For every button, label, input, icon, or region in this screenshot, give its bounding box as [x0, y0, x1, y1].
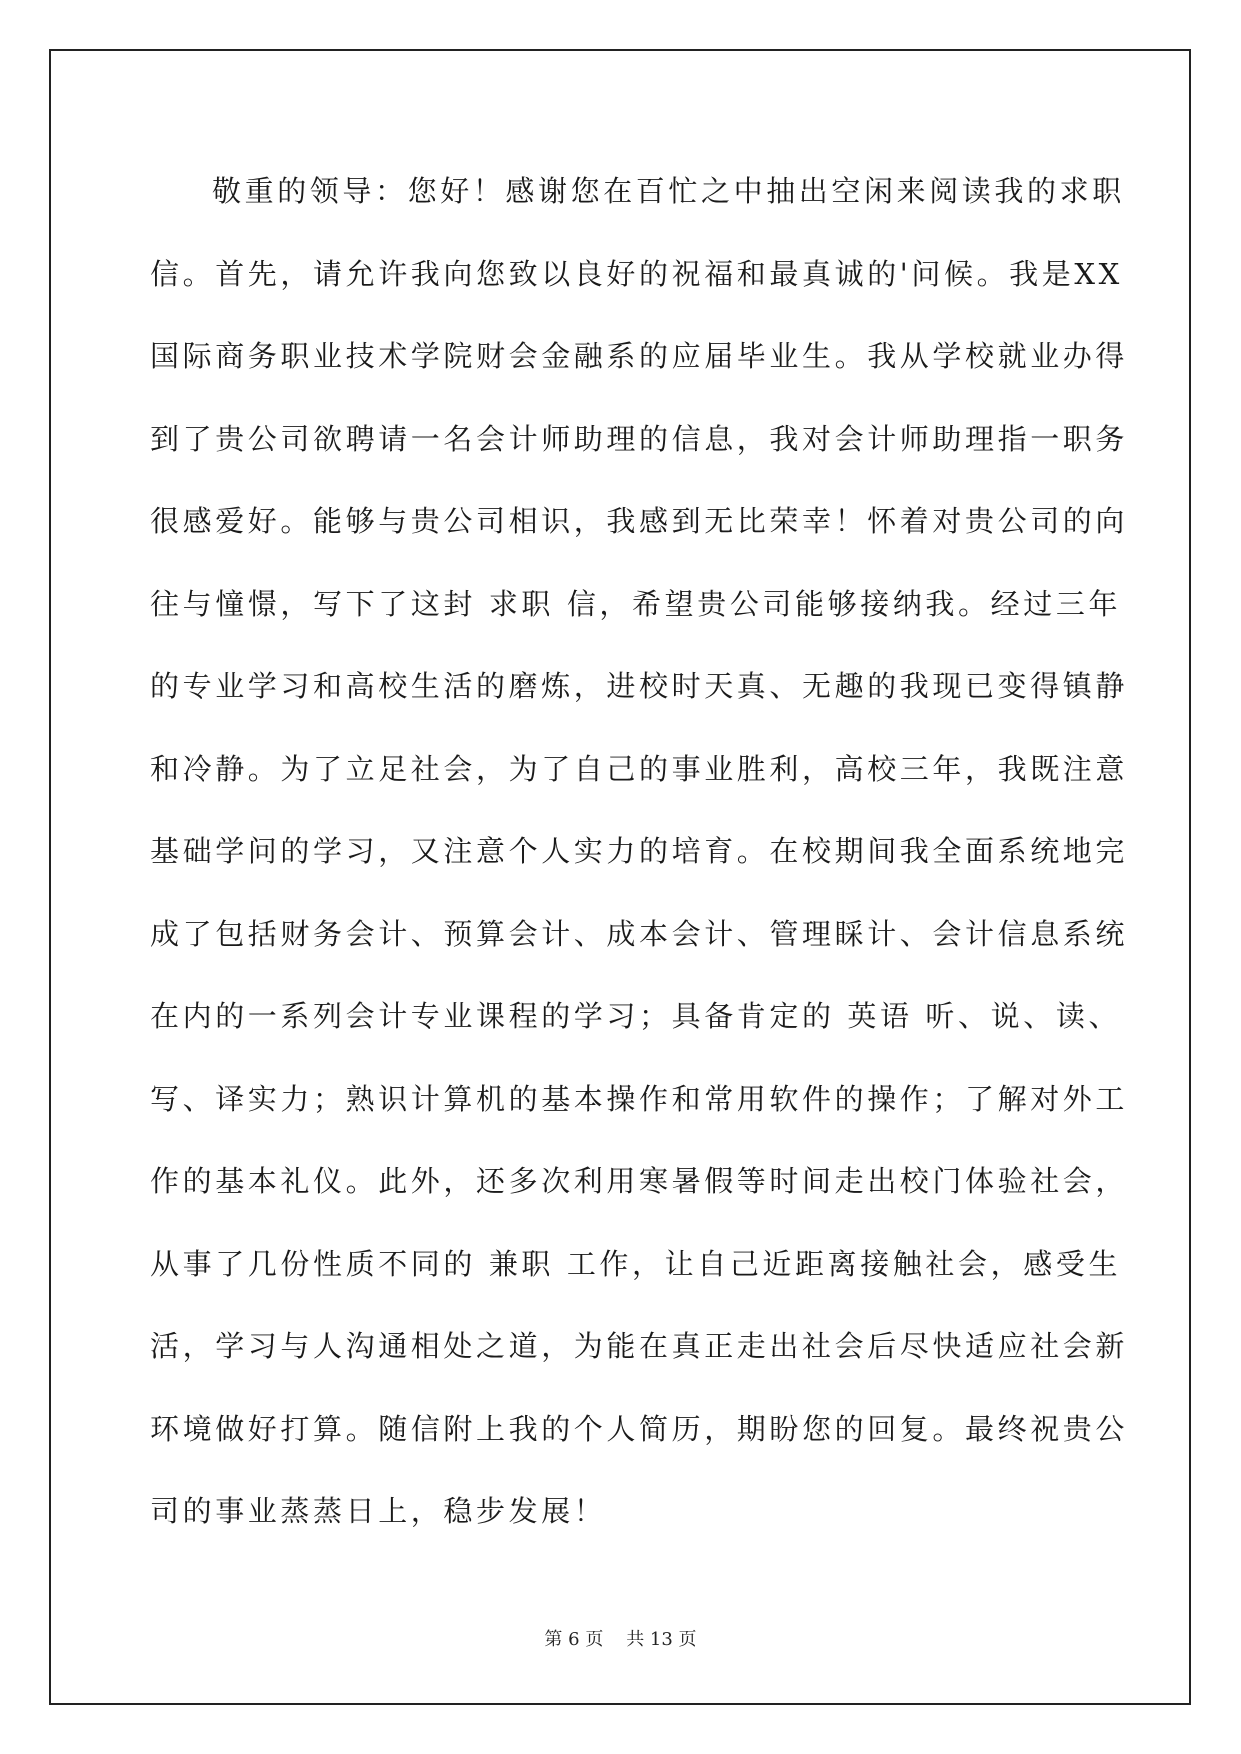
- text-line: 作的基本礼仪。此外，还多次利用寒暑假等时间走出校门体验社会，: [150, 1164, 1129, 1198]
- text-line: 到了贵公司欲聘请一名会计师助理的信息，我对会计师助理指一职务: [150, 421, 1129, 456]
- text-line: 基础学问的学习，又注意个人实力的培育。在校期间我全面系统地完: [150, 834, 1129, 868]
- text-line: 从事了几份性质不同的 兼职 工作，让自己近距离接触社会，感受生: [150, 1246, 1122, 1281]
- letter-body: [150, 160, 1129, 1563]
- text-line: 写、译实力；熟识计算机的基本操作和常用软件的操作；了解对外工: [150, 1081, 1129, 1116]
- text-line: 的专业学习和高校生活的磨炼，进校时天真、无趣的我现已变得镇静: [150, 669, 1129, 703]
- text-line: 往与憧憬，写下了这封 求职 信，希望贵公司能够接纳我。经过三年: [150, 586, 1122, 621]
- text-line: 很感爱好。能够与贵公司相识，我感到无比荣幸！怀着对贵公司的向: [150, 504, 1129, 538]
- text-line: 敬重的领导：您好！感谢您在百忙之中抽出空闲来阅读我的求职: [212, 174, 1125, 208]
- text-line: 国际商务职业技术学院财会金融系的应届毕业生。我从学校就业办得: [150, 339, 1129, 373]
- text-line: 在内的一系列会计专业课程的学习；具备肯定的 英语 听、说、读、: [150, 999, 1122, 1033]
- text-line: 活，学习与人沟通相处之道，为能在真正走出社会后尽快适应社会新: [150, 1329, 1129, 1363]
- text-line: 环境做好打算。随信附上我的个人简历，期盼您的回复。最终祝贵公: [150, 1411, 1129, 1446]
- text-line: 和冷静。为了立足社会，为了自己的事业胜利，高校三年，我既注意: [150, 751, 1129, 786]
- text-line: 信。首先，请允许我向您致以良好的祝福和最真诚的'问候。我是XX: [150, 256, 1123, 291]
- text-line: 司的事业蒸蒸日上，稳步发展！: [150, 1494, 607, 1528]
- page-number-footer: 第 6 页 共 13 页: [544, 1629, 697, 1650]
- text-line: 成了包括财务会计、预算会计、成本会计、管理睬计、会计信息系统: [150, 916, 1129, 951]
